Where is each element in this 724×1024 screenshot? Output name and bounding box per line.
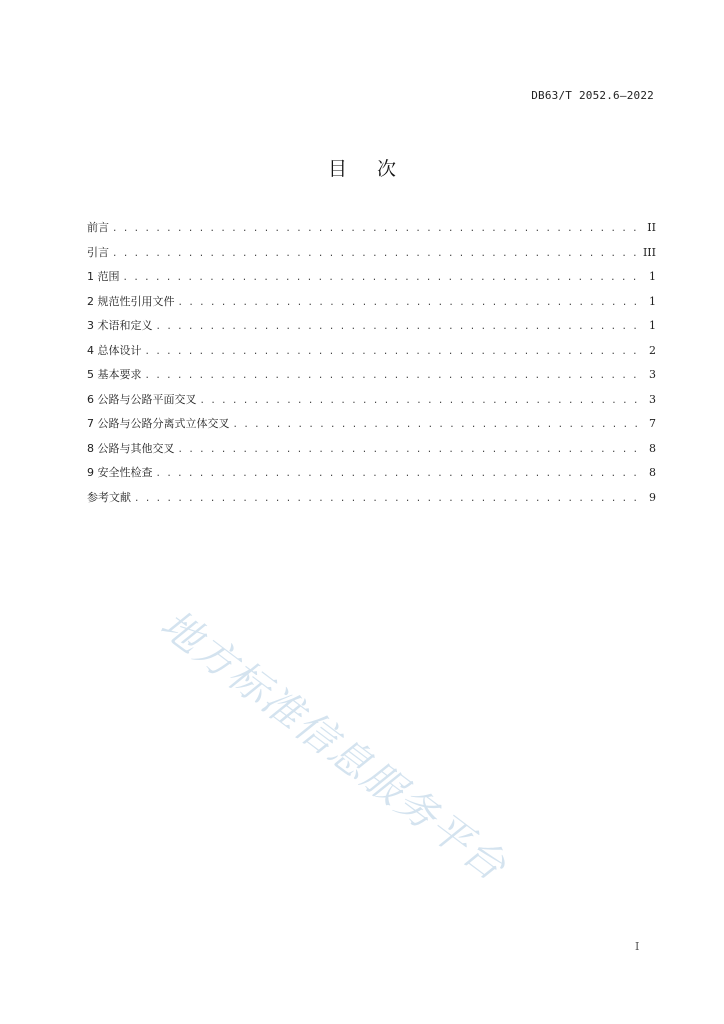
toc-entry-page: 8	[649, 441, 656, 455]
toc-leader-dots	[145, 371, 644, 381]
toc-entry-grade-separation[interactable]	[87, 415, 656, 440]
toc-entry-label: 4 总体设计	[87, 343, 142, 357]
document-code: DB63/T 2052.6—2022	[531, 89, 654, 102]
watermark-text: 地方标准信息服务平台	[151, 601, 516, 891]
toc-entry-label: 7 公路与公路分离式立体交叉	[87, 417, 230, 430]
page-number: I	[635, 940, 640, 953]
toc-entry-page: 1	[649, 294, 656, 308]
toc-entry-label: 2 规范性引用文件	[87, 294, 175, 308]
toc-entry-label: 5 基本要求	[87, 368, 142, 381]
toc-leader-dots	[178, 298, 644, 308]
toc-entry-safety-check[interactable]	[87, 464, 656, 489]
toc-leader-dots	[145, 347, 644, 357]
toc-entry-label: 6 公路与公路平面交叉	[87, 392, 197, 406]
toc-entry-basic-requirements[interactable]	[87, 366, 656, 391]
toc-entry-page: III	[642, 245, 656, 259]
toc-entry-label: 3 术语和定义	[87, 319, 153, 332]
toc-title	[0, 154, 724, 181]
toc-leader-dots	[134, 494, 643, 504]
toc-leader-dots	[178, 445, 644, 455]
toc-entry-label: 9 安全性检查	[87, 466, 153, 479]
toc-title-char-2: 次	[377, 158, 397, 180]
toc-entry-page: 1	[649, 270, 656, 283]
toc-entry-scope[interactable]	[87, 268, 656, 293]
toc-entry-page: 1	[649, 319, 656, 332]
toc-entry-label: 引言	[87, 245, 109, 259]
toc-entry-general-design[interactable]	[87, 342, 656, 367]
toc-entry-at-grade-intersection[interactable]	[87, 391, 656, 416]
toc-leader-dots	[112, 249, 637, 259]
toc-leader-dots	[200, 396, 644, 406]
toc-entry-introduction[interactable]	[87, 244, 656, 269]
toc-leader-dots	[123, 273, 644, 283]
toc-list	[87, 219, 656, 513]
toc-entry-label: 前言	[87, 221, 109, 234]
toc-entry-page: 8	[649, 466, 656, 479]
toc-entry-label: 1 范围	[87, 270, 120, 283]
toc-entry-label: 8 公路与其他交叉	[87, 441, 175, 455]
toc-entry-foreword[interactable]	[87, 219, 656, 244]
toc-entry-page: II	[647, 221, 656, 234]
toc-leader-dots	[233, 420, 644, 430]
toc-leader-dots	[156, 469, 644, 479]
toc-entry-label: 参考文献	[87, 490, 131, 504]
toc-entry-terms-definitions[interactable]	[87, 317, 656, 342]
toc-entry-bibliography[interactable]	[87, 489, 656, 514]
toc-entry-page: 9	[649, 490, 656, 504]
toc-entry-normative-references[interactable]	[87, 293, 656, 318]
toc-entry-other-crossings[interactable]	[87, 440, 656, 465]
toc-leader-dots	[112, 224, 641, 234]
toc-leader-dots	[156, 322, 644, 332]
toc-entry-page: 7	[649, 417, 656, 430]
toc-title-char-1: 目	[327, 158, 347, 180]
toc-entry-page: 2	[649, 343, 656, 357]
toc-entry-page: 3	[649, 368, 656, 381]
toc-entry-page: 3	[649, 392, 656, 406]
